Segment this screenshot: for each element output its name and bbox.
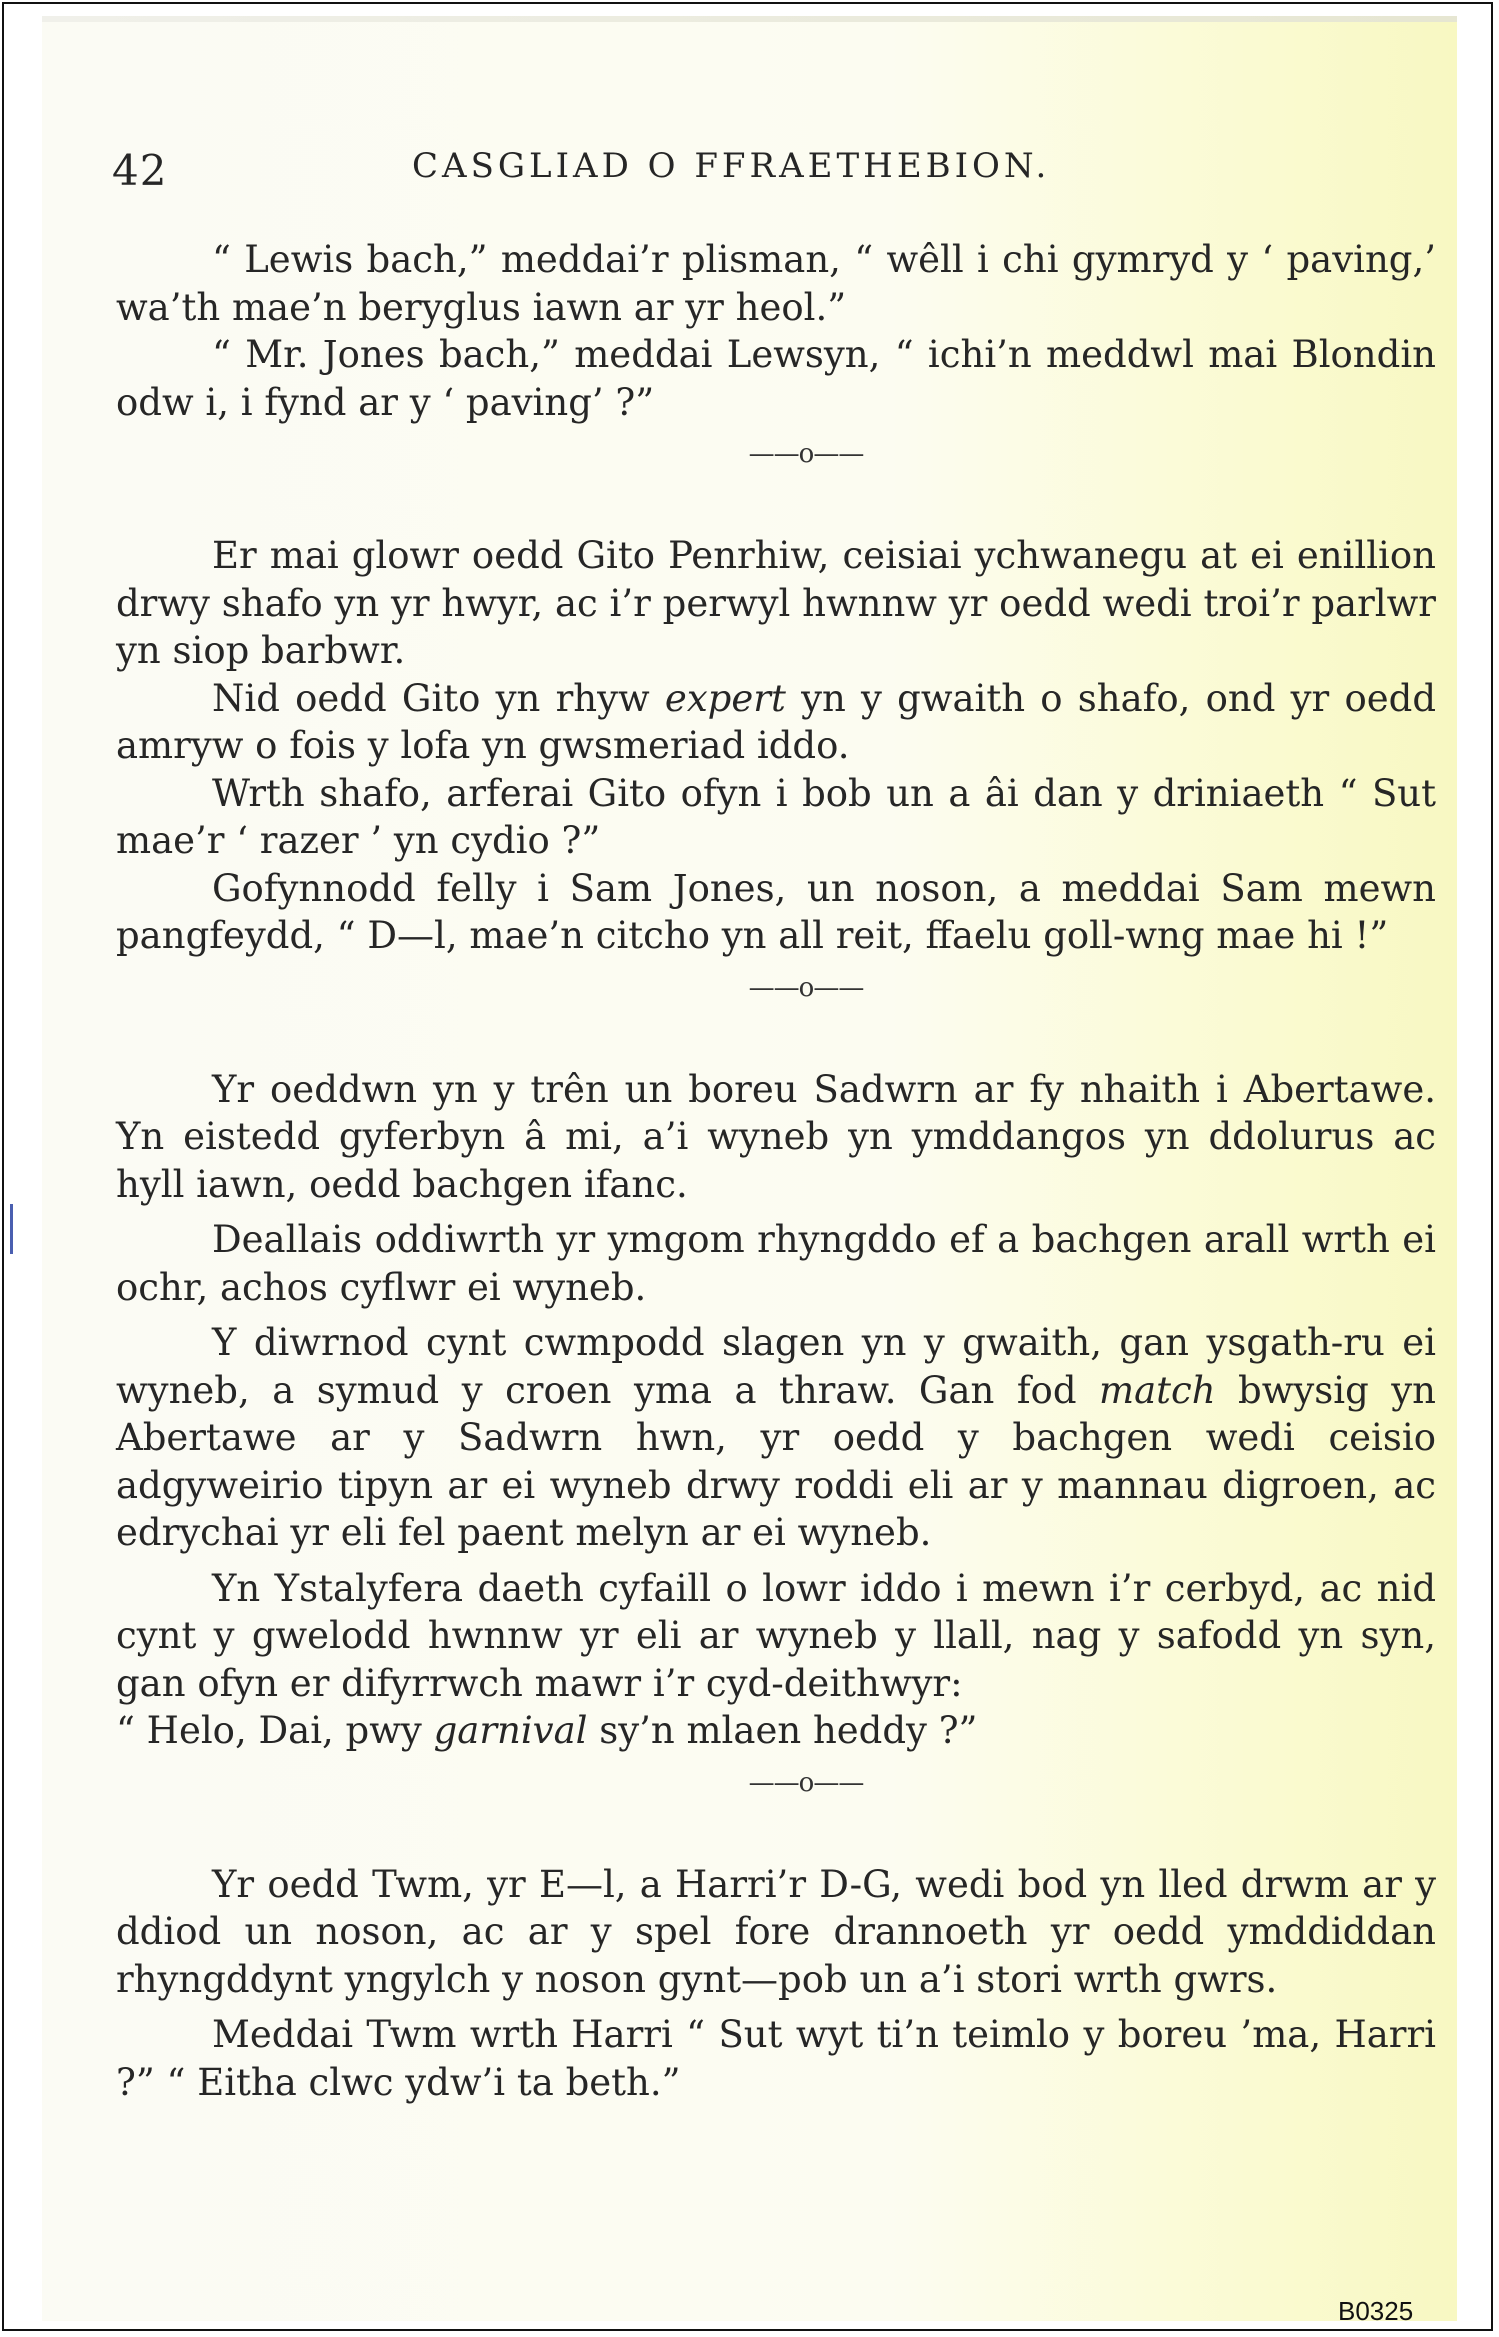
page-edge	[42, 16, 1457, 22]
paragraph: Yr oedd Twm, yr E—l, a Harri’r D-G, wedi bod yn lled drwm ar y ddiod un noson, ac ar y spel fore drannoeth yr oedd ymddiddan rhyngddynt yngylch y noson gynt—pob un a’i stori wrth gwrs.	[116, 1862, 1436, 2001]
paragraph: Yr oeddwn yn y trên un boreu Sadwrn ar fy nhaith i Abertawe. Yn eistedd gyferbyn â mi, a’i wyneb yn ymddangos yn ddolurus ac hyll iawn, oedd bachgen ifanc.	[116, 1067, 1436, 1206]
italic-word: match	[1098, 1368, 1216, 1412]
paragraph: Deallais oddiwrth yr ymgom rhyngddo ef a bachgen arall wrth ei ochr, achos cyflwr ei wyneb.	[116, 1218, 1436, 1309]
archive-stamp: B0325	[1338, 2296, 1414, 2326]
italic-word: garnival	[433, 1709, 588, 1752]
paragraph: Wrth shafo, arferai Gito ofyn i bob un a âi dan y driniaeth “ Sut mae’r ‘ razer ’ yn cydio ?”	[116, 771, 1436, 862]
paragraph: Yn Ystalyfera daeth cyfaill o lowr iddo i mewn i’r cerbyd, ac nid cynt y gwelodd hwnnw yr eli ar wyneb y llall, nag y safodd yn syn, gan ofyn er difyrrwch mawr i’r cyd-deithwyr: “ Helo, Dai, pwy garnival sy’n mlaen heddy ?”	[116, 1566, 1436, 1752]
paragraph: “ Mr. Jones bach,” meddai Lewsyn, “ ichi’n meddwl mai Blondin odw i, i fynd ar y ‘ paving’ ?”	[116, 333, 1436, 424]
paragraph: Er mai glowr oedd Gito Penrhiw, ceisiai ychwanegu at ei enillion drwy shafo yn yr hwyr, ac i’r perwyl hwnnw yr oedd wedi troi’r parlwr yn siop barbwr.	[116, 534, 1436, 672]
paragraph: Gofynnodd felly i Sam Jones, un noson, a meddai Sam mewn pangfeydd, “ D—l, mae’n citcho yn all reit, ffaelu goll-wng mae hi !”	[116, 866, 1436, 957]
book-page	[42, 16, 1457, 2326]
page-frame	[2, 2, 1493, 2331]
italic-word: expert	[664, 676, 786, 720]
body-text	[116, 236, 1436, 2106]
paragraph: Y diwrnod cynt cwmpodd slagen yn y gwaith, gan ysgath-ru ei wyneb, a symud y croen yma a thraw. Gan fod match bwysig yn Abertawe ar y Sadwrn hwn, yr oedd y bachgen wedi ceisio adgyweirio tipyn ar ei wyneb drwy roddi eli ar y mannau digroen, ac edrychai yr eli fel paent melyn ar ei wyneb.	[116, 1321, 1436, 1554]
margin-mark	[10, 1204, 13, 1254]
section-divider: ——o——	[748, 1767, 864, 1798]
paragraph: Meddai Twm wrth Harri “ Sut wyt ti’n teimlo y boreu ’ma, Harri ?” “ Eitha clwc ydw’i ta beth.”	[116, 2013, 1436, 2104]
running-title: CASGLIAD O FFRAETHEBION.	[412, 146, 1051, 186]
page-header	[112, 146, 1432, 216]
page-number: 42	[112, 146, 168, 195]
section-divider: ——o——	[748, 972, 864, 1003]
section-divider: ——o——	[748, 439, 864, 469]
paragraph: “ Lewis bach,” meddai’r plisman, “ wêll i chi gymryd y ‘ paving,’ wa’th mae’n beryglus iawn ar yr heol.”	[116, 238, 1436, 329]
paragraph: Nid oedd Gito yn rhyw expert yn y gwaith o shafo, ond yr oedd amryw o fois y lofa yn gwsmeriad iddo.	[116, 676, 1437, 767]
